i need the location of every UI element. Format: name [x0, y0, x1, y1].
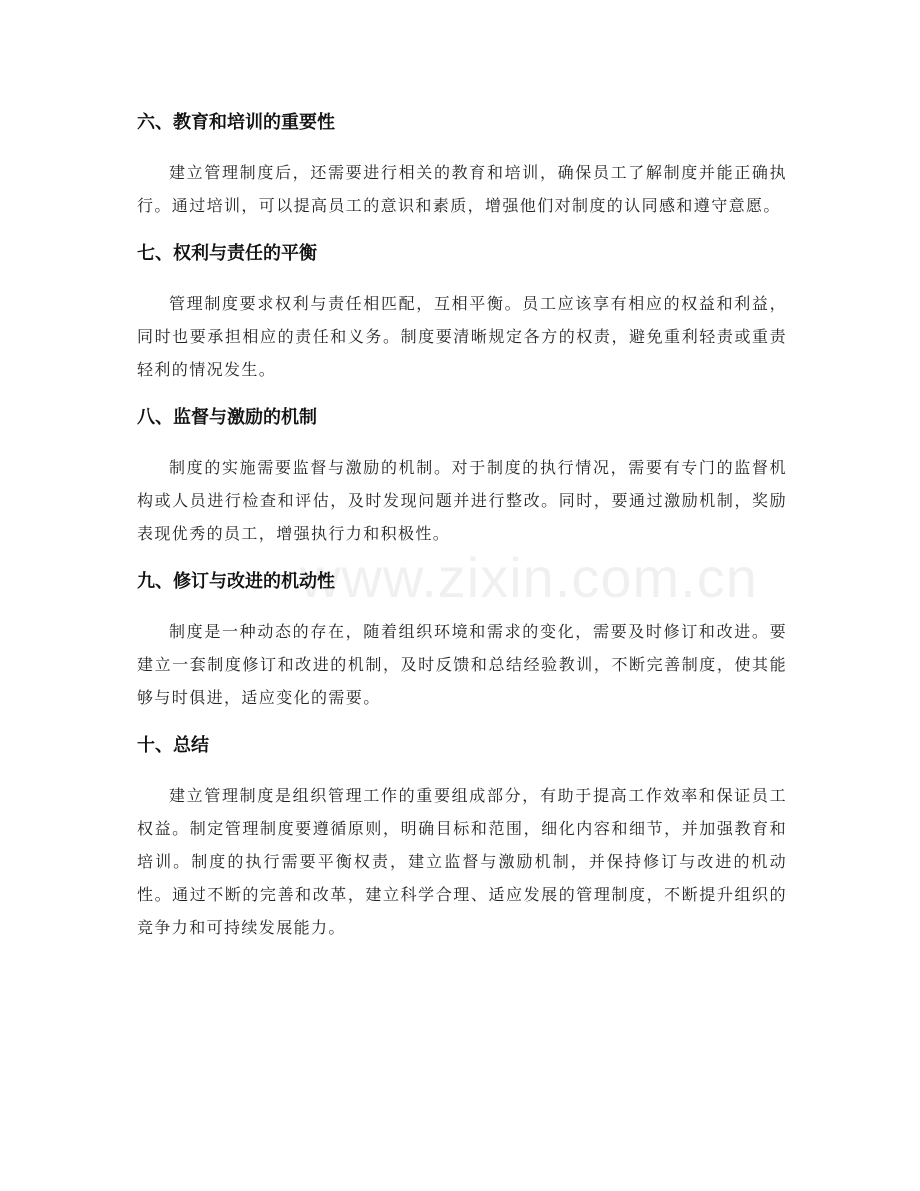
section-supervision-incentive — [137, 403, 787, 550]
section-paragraph: 管理制度要求权利与责任相匹配，互相平衡。员工应该享有相应的权益和利益，同时也要承担相应的责任和义务。制度要清晰规定各方的权责，避免重利轻责或重责轻利的情况发生。 — [137, 294, 787, 379]
section-summary — [137, 731, 787, 944]
section-paragraph: 建立管理制度后，还需要进行相关的教育和培训，确保员工了解制度并能正确执行。通过培训，可以提高员工的意识和素质，增强他们对制度的认同感和遵守意愿。 — [137, 163, 787, 215]
section-heading: 十、总结 — [137, 735, 209, 756]
watermark: www.zixin.com.cn — [300, 546, 758, 609]
section-education-training — [137, 108, 787, 222]
section-rights-responsibility — [137, 239, 787, 386]
section-revision-improvement — [137, 567, 787, 714]
section-heading: 六、教育和培训的重要性 — [137, 112, 335, 133]
section-paragraph: 建立管理制度是组织管理工作的重要组成部分，有助于提高工作效率和保证员工权益。制定管理制度要遵循原则，明确目标和范围，细化内容和细节，并加强教育和培训。制度的执行需要平衡权责，建立监督与激励机制，并保持修订与改进的机动性。通过不断的完善和改革，建立科学合理、适应发展的管理制度，不断提升组织的竞争力和可持续发展能力。 — [137, 786, 787, 937]
section-paragraph: 制度是一种动态的存在，随着组织环境和需求的变化，需要及时修订和改进。要建立一套制度修订和改进的机制，及时反馈和总结经验教训，不断完善制度，使其能够与时俱进，适应变化的需要。 — [137, 622, 787, 707]
section-heading: 九、修订与改进的机动性 — [137, 571, 335, 592]
section-heading: 八、监督与激励的机制 — [137, 407, 317, 428]
section-heading: 七、权利与责任的平衡 — [137, 243, 317, 264]
document-content — [137, 108, 787, 961]
section-paragraph: 制度的实施需要监督与激励的机制。对于制度的执行情况，需要有专门的监督机构或人员进行检查和评估，及时发现问题并进行整改。同时，要通过激励机制，奖励表现优秀的员工，增强执行力和积极性。 — [137, 458, 787, 543]
